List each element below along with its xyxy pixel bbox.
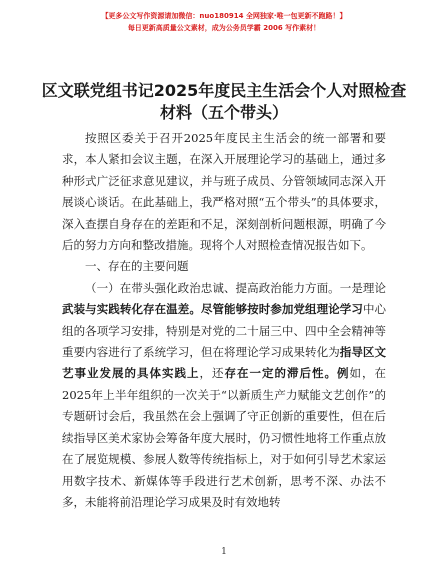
document-body	[62, 128, 386, 513]
banner-line-1: 【更多公文写作资源请加微信：nuo180914 全网独家·唯一包更新不跑路！】	[101, 12, 347, 20]
para-bold: 武装与实践转化存在温差。尽管能够按时参加党组理论学习	[62, 302, 363, 317]
paragraph-section-1-1	[62, 278, 386, 513]
document-title: 区文联党组书记2025年度民主生活会个人对照检查材料（五个带头）	[41, 81, 407, 122]
para-part: 如，在2025年上半年组织的一次关于“以新质生产力赋能文艺创作”的专题研讨会后，我虽然在会上强调了守正创新的重要性，但在后续指导区美术家协会筹备年度大展时，仍习惯性地将工作重点放在了展览规模、参展人数等传统指标上，对于如何引导艺术家运用数字技术、新媒体等手段进行艺术创新，思考不深、办法不多，未能将前沿理论学习成果及时有效地转	[62, 366, 386, 509]
page-number: 1	[221, 547, 227, 557]
para-bold: 存在一定的滞后性。例	[224, 366, 350, 381]
promo-banner	[0, 10, 448, 34]
paragraph-intro: 按照区委关于召开2025年度民主生活会的统一部署和要求，本人紧扣会议主题，在深入开展理论学习的基础上，通过多种形式广泛征求意见建议，并与班子成员、分管领域同志深入开展谈心谈话。在此基础上，我严格对照“五个带头”的具体要求，深入查摆自身存在的差距和不足，深刻剖析问题根源，明确了今后的努力方向和整改措施。现将个人对照检查情况报告如下。	[62, 131, 386, 253]
para-part: 中心组的各项学习安排，特别是对党的二十届三中、四中全会精神等重要内容进行了系统学习，但在将理论学习成果转化为	[62, 302, 387, 360]
para-bold: 指导区文艺事业发展的具体实践上	[62, 345, 387, 381]
para-part: ，还	[199, 366, 225, 381]
para-part: （一）在带头强化政治忠诚、提高政治能力方面。一是理论	[85, 280, 386, 295]
banner-line-2: 每日更新高质量公文素材，成为公务员学霸 2006 写作素材！	[127, 24, 321, 32]
section-heading-1: 一、存在的主要问题	[85, 259, 189, 274]
